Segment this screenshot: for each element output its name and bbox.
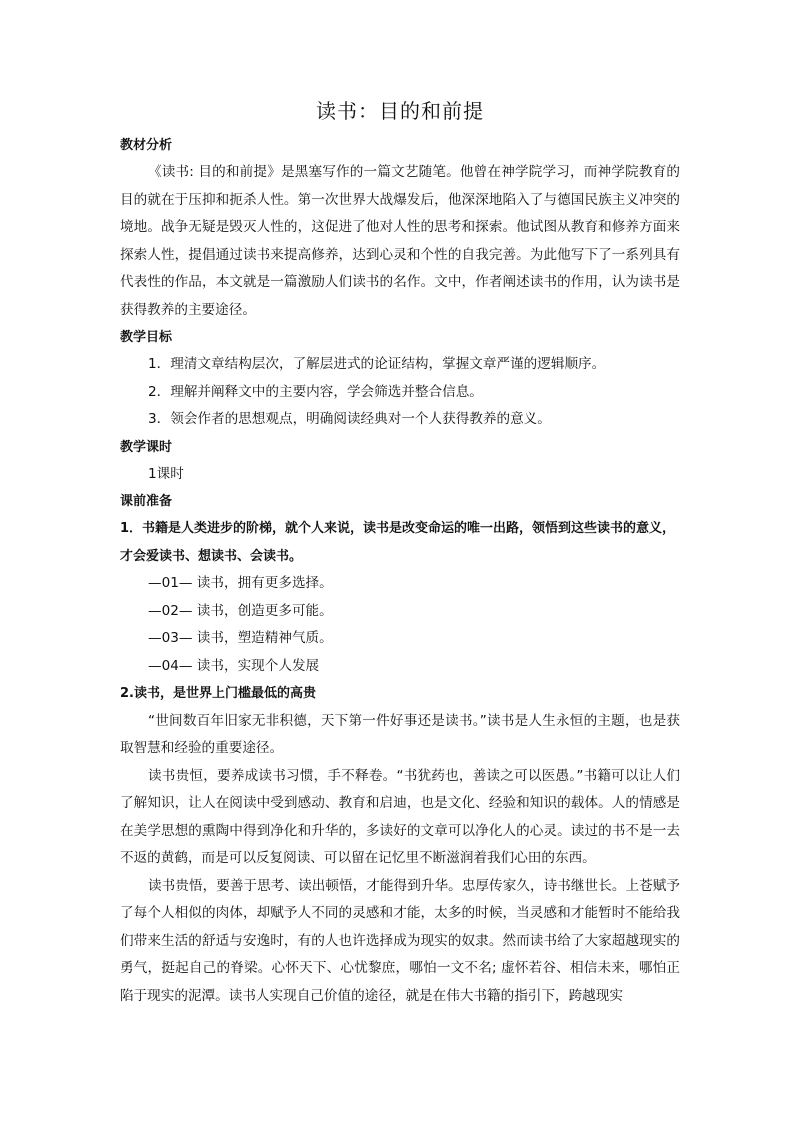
- prep-subitem: —01— 读书，拥有更多选择。: [148, 575, 333, 591]
- goal-item: 1．理清文章结构层次，了解层进式的论证结构，掌握文章严谨的逻辑顺序。: [148, 356, 606, 372]
- heading-material-analysis: 教材分析: [120, 138, 173, 153]
- heading-preparation: 课前准备: [120, 494, 173, 509]
- prep-subitem: —04— 读书，实现个人发展: [148, 657, 320, 674]
- prep-paragraph: 读书贵恒，要养成读书习惯，手不释卷。“书犹药也，善读之可以医愚。”书籍可以让人们了解知识，让人在阅读中受到感动、教育和启迪，也是文化、经验和知识的载体。人的情感是在美学思想的熏陶中得到净化和升华的，多读好的文章可以净化人的心灵。读过的书不是一去不返的黄鹤，而是可以反复阅读、可以留在记忆里不断滋润着我们心田的东西。: [120, 767, 680, 866]
- prep-point-1: 1．书籍是人类进步的阶梯，就个人来说，读书是改变命运的唯一出路，领悟到这些读书的意义，才会爱读书、想读书、会读书。: [120, 521, 676, 564]
- goal-item: 2．理解并阐释文中的主要内容，学会筛选并整合信息。: [148, 383, 483, 400]
- heading-teaching-hours: 教学课时: [120, 439, 173, 455]
- goal-item: 3．领会作者的思想观点，明确阅读经典对一个人获得教养的意义。: [148, 411, 551, 427]
- prep-subitem: —03— 读书，塑造精神气质。: [148, 630, 333, 646]
- paragraph-material-analysis: 《读书: 目的和前提》是黑塞写作的一篇文艺随笔。他曾在神学院学习，而神学院教育的目的就在于压抑和扼杀人性。第一次世界大战爆发后，他深深地陷入了与德国民族主义冲突的境地。战争无疑是毁灭人性的，这促进了他对人性的思考和探索。他试图从教育和修养方面来探索人性，提倡通过读书来提高修养，达到心灵和个性的自我完善。为此他写下了一系列具有代表性的作品，本文就是一篇激励人们读书的名作。文中，作者阐述读书的作用，认为读书是获得教养的主要途径。: [120, 164, 680, 318]
- document-title: 读书：目的和前提: [316, 99, 484, 123]
- prep-point-2: 2.读书，是世界上门槛最低的高贵: [120, 686, 316, 701]
- teaching-hours-value: 1课时: [148, 465, 184, 482]
- document-content: [120, 96, 680, 1010]
- heading-teaching-goals: 教学目标: [120, 330, 173, 345]
- prep-paragraph: “世间数百年旧家无非积德，天下第一件好事还是读书。”读书是人生永恒的主题，也是获取智慧和经验的重要途径。: [120, 712, 680, 756]
- prep-subitem: —02— 读书，创造更多可能。: [148, 602, 333, 619]
- prep-paragraph: 读书贵悟，要善于思考、读出顿悟，才能得到升华。忠厚传家久，诗书继世长。上苍赋予了每个人相似的肉体，却赋予人不同的灵感和才能，太多的时候，当灵感和才能暂时不能给我们带来生活的舒适与安逸时，有的人也许选择成为现实的奴隶。然而读书给了大家超越现实的勇气，挺起自己的脊梁。心怀天下、心忧黎庶，哪怕一文不名; 虚怀若谷、相信未来，哪怕正陷于现实的泥潭。读书人实现自己价值的途径，就是在伟大书籍的指引下，跨越现实: [120, 877, 680, 1004]
